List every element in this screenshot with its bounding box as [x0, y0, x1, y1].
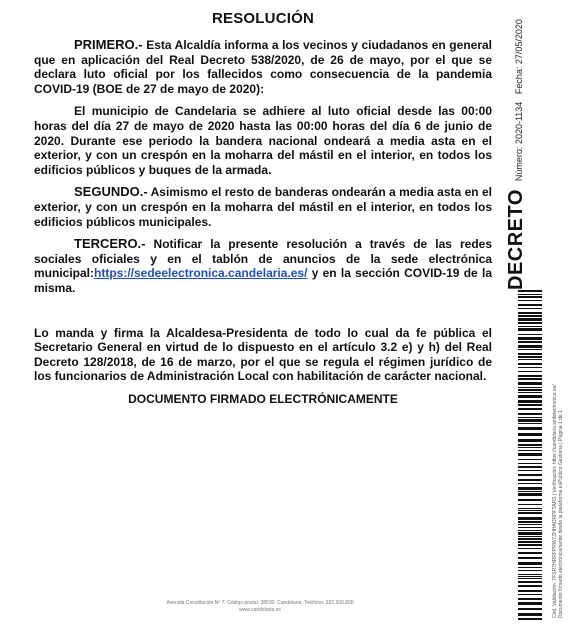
barcode-bar — [518, 463, 542, 464]
document-body — [34, 10, 492, 414]
barcode-bar — [518, 574, 542, 575]
barcode-bar — [518, 304, 542, 306]
segundo-text: Asimismo el resto de banderas ondearán a media asta en el exterior, y con un crespón en la moharra del mástil en el interior, en todos los edificios públicos municipales. — [34, 185, 492, 229]
barcode-bar — [518, 510, 542, 511]
decreto-number: Número: 2020-1134 — [514, 101, 524, 182]
barcode-bar — [518, 328, 542, 331]
barcode-bar — [518, 417, 542, 418]
paragraph-segundo — [34, 185, 492, 229]
barcode-bar — [518, 557, 542, 559]
barcode-bar — [518, 315, 542, 317]
barcode-bar — [518, 548, 542, 549]
decreto-label: DECRETO — [505, 189, 527, 290]
barcode-bar — [518, 334, 542, 335]
verification-platform: Documento firmado electrónicamente desde la plataforma esPublico Gestiona | Página 1 de 1 — [558, 410, 564, 618]
barcode-bar — [518, 524, 542, 525]
barcode-bar — [518, 427, 542, 430]
barcode-bar — [518, 493, 542, 496]
barcode-bar — [518, 508, 542, 509]
barcode-bar — [518, 345, 542, 348]
barcode-bar — [518, 483, 542, 484]
barcode-bar — [518, 404, 542, 406]
barcode-bar — [518, 470, 542, 471]
barcode-bar — [518, 608, 542, 610]
barcode-bar — [518, 367, 542, 368]
barcode-bar — [518, 382, 542, 385]
barcode-bar — [518, 308, 542, 309]
barcode-bar — [518, 423, 542, 424]
barcode-bar — [518, 400, 542, 403]
barcode-bar — [518, 544, 542, 546]
paragraph-primero — [34, 38, 492, 96]
barcode-bar — [518, 378, 542, 380]
barcode-bar — [518, 602, 542, 605]
barcode-bar — [518, 341, 542, 343]
document-title: RESOLUCIÓN — [211, 10, 314, 27]
barcode-bar — [518, 387, 542, 388]
footer-website: www.candelaria.es — [239, 607, 281, 613]
barcode-bar — [518, 322, 542, 324]
barcode-bar — [518, 356, 542, 358]
tercero-label: TERCERO.- — [74, 236, 146, 252]
barcode-bar — [518, 530, 542, 531]
barcode-bar — [518, 585, 542, 587]
barcode-bar — [518, 618, 542, 620]
primero-label: PRIMERO.- — [74, 37, 143, 52]
sede-electronica-link[interactable]: https://sedeelectronica.candelaria.es/ — [94, 266, 308, 281]
segundo-label: SEGUNDO.- — [74, 184, 148, 200]
barcode-bar — [518, 337, 542, 340]
barcode-bar — [518, 300, 542, 301]
barcode-bar — [518, 294, 542, 295]
barcode-bar — [518, 290, 542, 292]
barcode-bar — [518, 562, 542, 565]
barcode-bar — [518, 389, 542, 391]
barcode-bar — [518, 567, 542, 568]
barcode-bar — [518, 450, 542, 451]
footer-address: Avenida Constitución Nº 7. Código postal: 38530. Candelaria. Teléfono: 922.500.800 — [166, 600, 354, 606]
spacer — [34, 304, 492, 326]
verification-text — [552, 384, 564, 618]
barcode-bar — [518, 491, 542, 492]
barcode-bar — [518, 371, 542, 372]
barcode-bar — [518, 576, 542, 577]
paragraph-tercero — [34, 237, 492, 295]
barcode-bar — [518, 466, 542, 468]
barcode-bar — [518, 479, 542, 481]
decreto-date: Fecha: 27/05/2020 — [514, 19, 524, 95]
barcode-bar — [518, 541, 542, 543]
page-footer — [110, 600, 410, 614]
barcode-bar — [518, 413, 542, 415]
barcode-bar — [518, 538, 542, 540]
barcode-bar — [518, 312, 542, 314]
barcode-bar — [518, 349, 542, 350]
barcode-bar — [518, 326, 542, 327]
barcode-bar — [518, 594, 542, 595]
primero-text: Esta Alcaldía informa a los vecinos y ciudadanos en general que en aplicación del Real Decreto 538/2020, de 26 de mayo, por el que se declara luto oficial por los fallecidos como consecuencia de la pandemia COVID-19 (BOE de 27 de mayo de 2020): — [34, 38, 492, 96]
barcode-bar — [518, 570, 542, 571]
barcode-bar — [518, 512, 542, 514]
barcode-bar — [518, 536, 542, 537]
tercero-text-before: Notificar la presente resolución a través de las redes sociales oficiales y en el tablón de anuncios de la sede electrónica municipal: — [34, 237, 492, 281]
barcode-bar — [518, 419, 542, 422]
barcode-bar — [518, 447, 542, 448]
barcode-bar — [518, 359, 542, 360]
barcode-bar — [518, 363, 542, 365]
barcode-bar — [518, 474, 542, 476]
barcode-bar — [518, 318, 542, 321]
barcode-bar — [518, 552, 542, 554]
barcode-bar — [518, 487, 542, 490]
barcode-bar — [518, 433, 542, 436]
paragraph-closing: Lo manda y firma la Alcaldesa-Presidenta de todo lo cual da fe pública el Secretario General en virtud de lo dispuesto en el artículo 3.2 e) y h) del Real Decreto 128/2018, de 16 de marzo, por el que se regula el régimen jurídico de los funcionarios de Administración Local con habilitación de carácter nacional. — [34, 325, 492, 384]
barcode-bar — [518, 590, 542, 592]
barcode-bar — [518, 598, 542, 600]
barcode-bar — [518, 408, 542, 410]
barcode-bar — [518, 453, 542, 456]
barcode-bar — [518, 613, 542, 616]
barcode-bar — [518, 439, 542, 442]
signed-electronically-note: DOCUMENTO FIRMADO ELECTRÓNICAMENTE — [128, 391, 398, 406]
barcode-bar — [518, 504, 542, 505]
paragraph-municipio: El municipio de Candelaria se adhiere al luto oficial desde las 00:00 horas del día 27 de mayo de 2020 hasta las 00:00 horas del día 6 de junio de 2020. Durante ese periodo la bandera nacional ondeará a media asta en el exterior, y con un crespón en la moharra del mástil en el interior, en todos los edificios públicos y buques de la armada. — [34, 104, 492, 177]
barcode-bar — [518, 581, 542, 583]
decreto-stamp — [505, 19, 528, 290]
barcode-bar — [518, 517, 542, 520]
barcode-bar — [518, 459, 542, 460]
barcode-bar — [518, 375, 542, 377]
barcode-bar — [518, 296, 542, 298]
barcode-bar — [518, 521, 542, 523]
verification-code: Cód. Validación: 7FSR7HRRFPRW7ZHHADRPFTARS | Verificación: https://candelaria.sedelectronica.es/ — [552, 384, 558, 618]
tercero-text-after: y en la sección COVID-19 de la misma. — [34, 266, 492, 295]
barcode-bar — [518, 392, 542, 393]
barcode — [518, 290, 542, 620]
barcode-bar — [518, 499, 542, 501]
barcode-bar — [518, 532, 542, 535]
barcode-bar — [518, 353, 542, 355]
barcode-bar — [518, 527, 542, 528]
barcode-bar — [518, 444, 542, 446]
barcode-bar — [518, 578, 542, 579]
barcode-bar — [518, 395, 542, 398]
